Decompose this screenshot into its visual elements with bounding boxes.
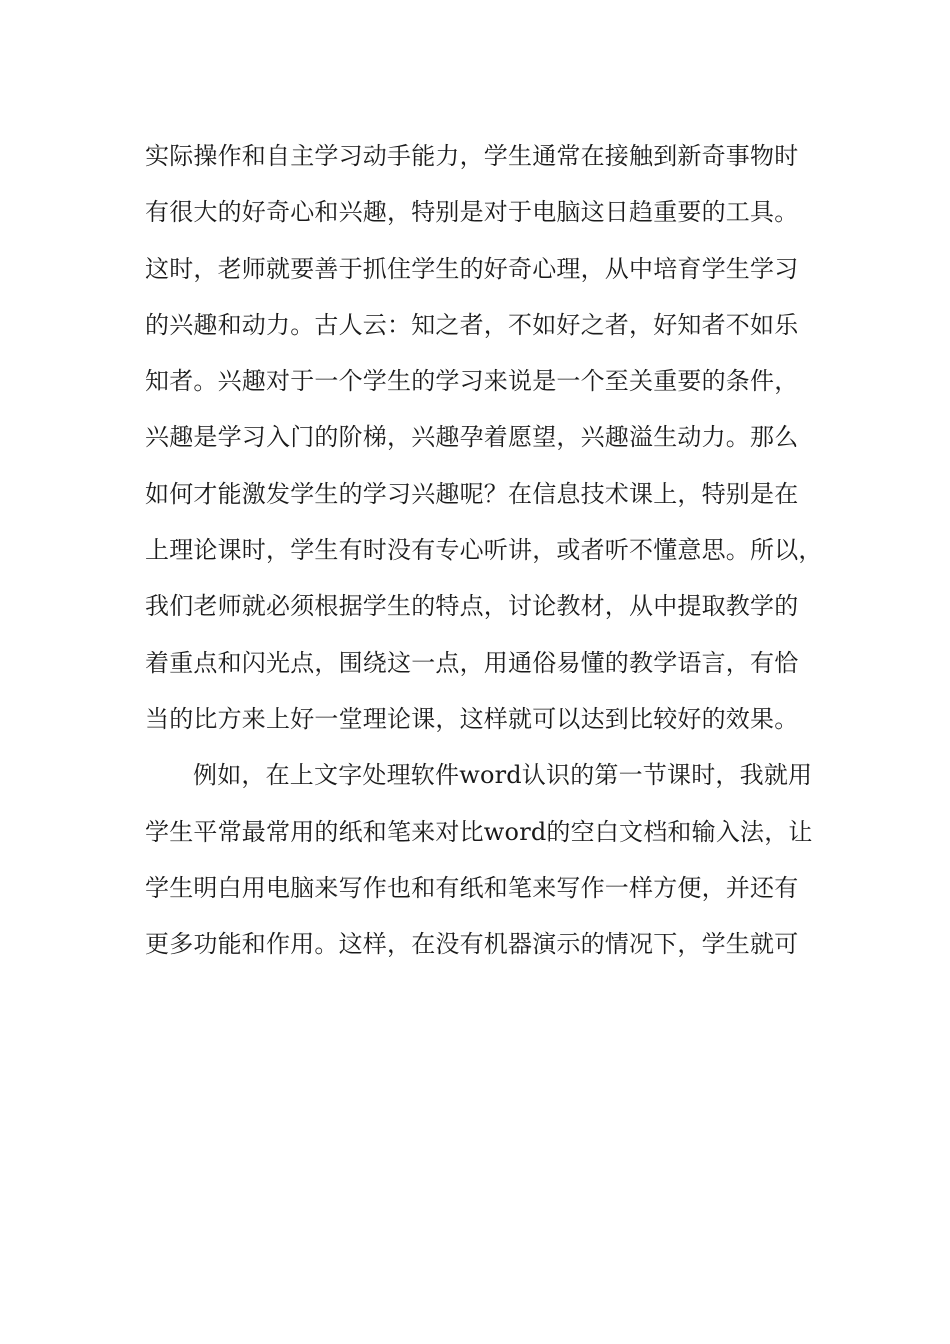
text-line: 这时，老师就要善于抓住学生的好奇心理，从中培育学生学习 [145, 254, 799, 283]
text-line: 更多功能和作用。这样，在没有机器演示的情况下，学生就可 [145, 930, 799, 959]
text-line: 着重点和闪光点，围绕这一点，用通俗易懂的教学语言，有恰 [145, 648, 799, 677]
body-text [145, 128, 823, 972]
text-line: 如何才能激发学生的学习兴趣呢？在信息技术课上，特别是在 [145, 479, 799, 508]
paragraph-start-line: 例如，在上文字处理软件word认识的第一节课时，我就用 [193, 761, 813, 790]
text-line: 有很大的好奇心和兴趣，特别是对于电脑这日趋重要的工具。 [145, 198, 799, 227]
text-line: 上理论课时，学生有时没有专心听讲，或者听不懂意思。所以， [145, 536, 823, 565]
text-line: 实际操作和自主学习动手能力，学生通常在接触到新奇事物时 [145, 142, 799, 170]
text-line: 的兴趣和动力。古人云：知之者，不如好之者，好知者不如乐 [145, 310, 799, 339]
text-line: 我们老师就必须根据学生的特点，讨论教材，从中提取教学的 [145, 592, 799, 621]
text-line: 知者。兴趣对于一个学生的学习来说是一个至关重要的条件， [145, 367, 799, 396]
text-line: 兴趣是学习入门的阶梯，兴趣孕着愿望，兴趣溢生动力。那么 [145, 423, 799, 452]
text-line: 学生平常最常用的纸和笔来对比word的空白文档和输入法，让 [145, 817, 813, 846]
text-line: 当的比方来上好一堂理论课，这样就可以达到比较好的效果。 [145, 704, 799, 733]
text-line: 学生明白用电脑来写作也和有纸和笔来写作一样方便，并还有 [145, 873, 799, 902]
